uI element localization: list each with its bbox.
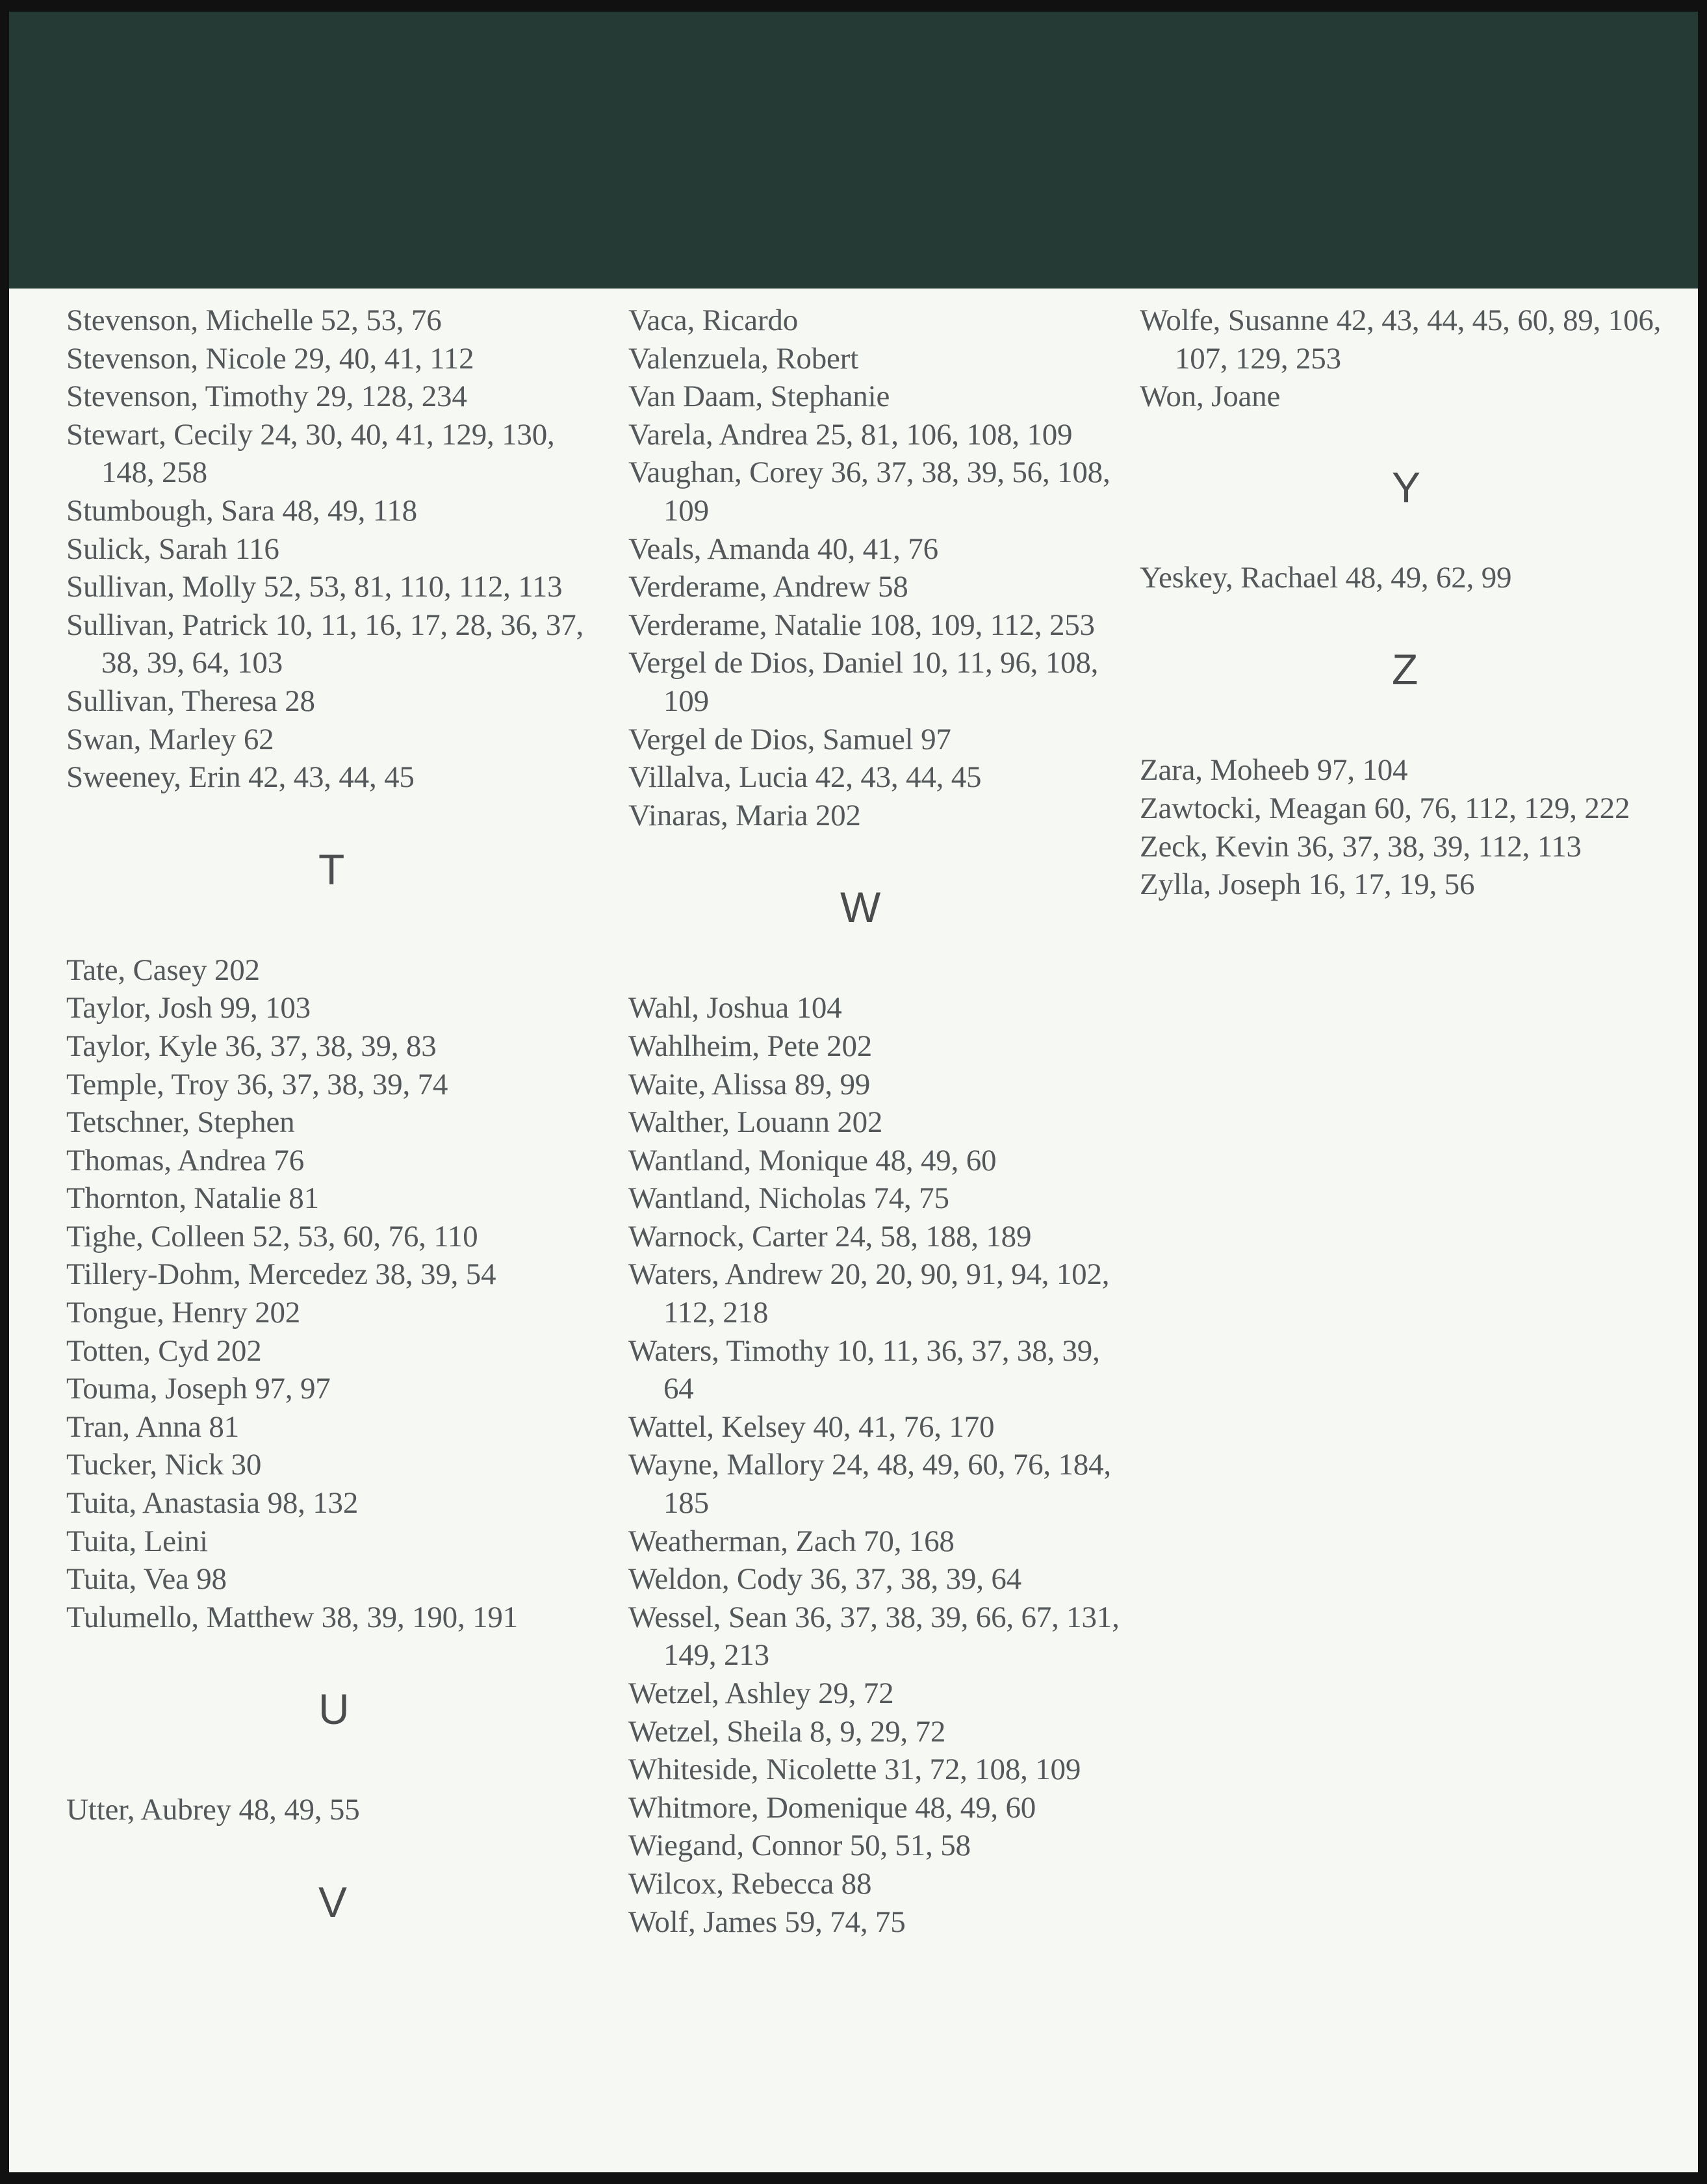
index-entry: Sweeney, Erin 42, 43, 44, 45 (66, 760, 415, 795)
index-entry: Yeskey, Rachael 48, 49, 62, 99 (1140, 560, 1512, 595)
index-entry: Thornton, Natalie 81 (66, 1181, 319, 1216)
index-entry: Vergel de Dios, Daniel 10, 11, 96, 108, 109 (628, 646, 1099, 718)
index-entry: Swan, Marley 62 (66, 722, 274, 756)
index-entry: Wayne, Mallory 24, 48, 49, 60, 76, 184, 185 (628, 1448, 1111, 1521)
index-entry: Tuita, Leini (66, 1524, 208, 1558)
index-entry: Vinaras, Maria 202 (628, 798, 861, 832)
header-band (9, 12, 1698, 289)
index-entry: Warnock, Carter 24, 58, 188, 189 (628, 1219, 1032, 1253)
section-letter: U (318, 1685, 350, 1734)
index-entry: Taylor, Josh 99, 103 (66, 991, 311, 1025)
index-entry: Stevenson, Nicole 29, 40, 41, 112 (66, 341, 474, 376)
index-column-3 (1140, 302, 1673, 904)
index-entry: Wantland, Monique 48, 49, 60 (628, 1143, 997, 1177)
index-entry: Valenzuela, Robert (628, 341, 858, 376)
index-entry: Wolfe, Susanne 42, 43, 44, 45, 60, 89, 106, 107, 129, 253 (1140, 303, 1662, 376)
index-entry: Zylla, Joseph 16, 17, 19, 56 (1140, 867, 1475, 902)
section-letter: Z (1392, 645, 1418, 694)
index-entry: Thomas, Andrea 76 (66, 1143, 304, 1177)
index-entry: Zawtocki, Meagan 60, 76, 112, 129, 222 (1140, 791, 1630, 825)
index-entry: Tuita, Anastasia 98, 132 (66, 1486, 359, 1521)
index-entry: Zara, Moheeb 97, 104 (1140, 753, 1408, 788)
index-entry: Tighe, Colleen 52, 53, 60, 76, 110 (66, 1219, 478, 1253)
index-entry: Wilcox, Rebecca 88 (628, 1866, 872, 1901)
index-entry: Sullivan, Patrick 10, 11, 16, 17, 28, 36, 37, 38, 39, 64, 103 (66, 608, 584, 680)
index-entry: Verderame, Andrew 58 (628, 570, 908, 604)
index-entry: Van Daam, Stephanie (628, 379, 890, 414)
index-entry: Tran, Anna 81 (66, 1409, 239, 1444)
index-entry: Sulick, Sarah 116 (66, 532, 279, 566)
index-entry: Wattel, Kelsey 40, 41, 76, 170 (628, 1409, 995, 1444)
index-entry: Stumbough, Sara 48, 49, 118 (66, 493, 417, 528)
index-entry: Waters, Andrew 20, 20, 90, 91, 94, 102, 112, 218 (628, 1257, 1110, 1330)
index-entry: Tulumello, Matthew 38, 39, 190, 191 (66, 1600, 518, 1634)
index-entry: Wantland, Nicholas 74, 75 (628, 1181, 949, 1216)
index-entry: Vergel de Dios, Samuel 97 (628, 722, 951, 756)
index-entry: Weldon, Cody 36, 37, 38, 39, 64 (628, 1562, 1021, 1597)
index-entry: Utter, Aubrey 48, 49, 55 (66, 1793, 360, 1827)
section-letter: W (840, 883, 881, 932)
index-entry: Tillery-Dohm, Mercedez 38, 39, 54 (66, 1257, 496, 1292)
index-entry: Taylor, Kyle 36, 37, 38, 39, 83 (66, 1029, 437, 1063)
index-entry: Verderame, Natalie 108, 109, 112, 253 (628, 608, 1095, 642)
index-entry: Waite, Alissa 89, 99 (628, 1067, 871, 1101)
index-page (9, 12, 1698, 2172)
index-entry: Tate, Casey 202 (66, 953, 260, 987)
index-entry: Stevenson, Timothy 29, 128, 234 (66, 379, 467, 414)
index-entry: Tucker, Nick 30 (66, 1448, 262, 1482)
index-entry: Villalva, Lucia 42, 43, 44, 45 (628, 760, 982, 795)
index-entry: Wiegand, Connor 50, 51, 58 (628, 1829, 971, 1863)
index-entry: Waters, Timothy 10, 11, 36, 37, 38, 39, 64 (628, 1333, 1100, 1406)
section-letter: T (318, 845, 345, 893)
index-entry: Sullivan, Molly 52, 53, 81, 110, 112, 113 (66, 570, 563, 604)
index-entry: Stewart, Cecily 24, 30, 40, 41, 129, 130, 148, 258 (66, 417, 555, 490)
index-entry: Totten, Cyd 202 (66, 1333, 262, 1368)
index-entry: Walther, Louann 202 (628, 1105, 883, 1140)
index-entry: Wetzel, Sheila 8, 9, 29, 72 (628, 1714, 946, 1749)
index-entry: Varela, Andrea 25, 81, 106, 108, 109 (628, 417, 1073, 452)
index-entry: Tongue, Henry 202 (66, 1296, 301, 1330)
index-entry: Won, Joane (1140, 379, 1281, 414)
index-entry: Wahlheim, Pete 202 (628, 1029, 873, 1063)
index-entry: Whitmore, Domenique 48, 49, 60 (628, 1790, 1036, 1825)
index-entry: Tetschner, Stephen (66, 1105, 295, 1140)
index-entry: Veals, Amanda 40, 41, 76 (628, 532, 938, 566)
index-entry: Weatherman, Zach 70, 168 (628, 1524, 955, 1558)
index-entry: Temple, Troy 36, 37, 38, 39, 74 (66, 1067, 448, 1101)
index-entry: Vaca, Ricardo (628, 303, 798, 337)
index-column-2 (628, 302, 1122, 1941)
index-entry: Wetzel, Ashley 29, 72 (628, 1677, 894, 1710)
index-entry: Wessel, Sean 36, 37, 38, 39, 66, 67, 131, 149, 213 (628, 1600, 1120, 1673)
index-entry: Vaughan, Corey 36, 37, 38, 39, 56, 108, 109 (628, 456, 1110, 528)
index-column-1 (66, 302, 599, 1984)
index-entry: Stevenson, Michelle 52, 53, 76 (66, 303, 442, 337)
index-entry: Wolf, James 59, 74, 75 (628, 1905, 906, 1939)
index-entry: Sullivan, Theresa 28 (66, 684, 315, 718)
section-letter: V (318, 1878, 348, 1926)
index-entry: Touma, Joseph 97, 97 (66, 1372, 331, 1406)
section-letter: Y (1392, 463, 1421, 511)
index-entry: Zeck, Kevin 36, 37, 38, 39, 112, 113 (1140, 829, 1582, 864)
index-entry: Whiteside, Nicolette 31, 72, 108, 109 (628, 1753, 1081, 1787)
index-entry: Wahl, Joshua 104 (628, 991, 842, 1025)
index-entry: Tuita, Vea 98 (66, 1562, 227, 1597)
